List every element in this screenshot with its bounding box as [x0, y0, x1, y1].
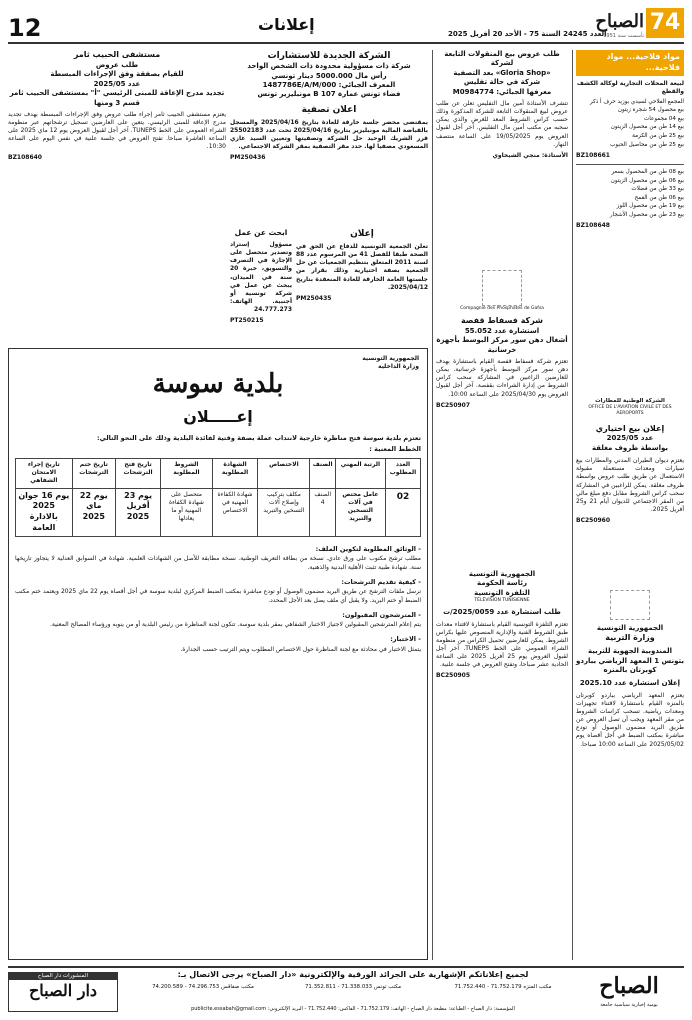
agri-list [576, 169, 684, 219]
sousse-ministry: وزارة الداخلية [377, 363, 419, 371]
jobseek-title: ابحث عن عمل [234, 228, 288, 237]
column-divider [432, 50, 433, 345]
education-number: إعلان استشارة عدد 2025.10 [579, 678, 681, 687]
column-jobseek [230, 228, 292, 325]
table-header: تاريخ ختم الترشحات [72, 459, 115, 488]
gloria-sub: «Gloria Shop» بعد التصفية [453, 68, 551, 77]
list-item: بيع 25 طن من الكرمة [632, 132, 684, 139]
education-republic: الجمهورية التونسية [596, 624, 664, 632]
footer-imprint: المؤسسة: دار الصباح - الطباعة: مطبعة دار الصباح - الهاتف: 71.752.179 - الفاكس: 71.752.440 - البريد الإلكتروني: publicite.essabah@gmail.com [191, 1006, 515, 1012]
column-divider [432, 345, 433, 960]
column-cpg [436, 270, 568, 410]
cpg-logo-text: Compagnie des Phosphates de Gafsa [460, 306, 544, 311]
page-header [8, 8, 684, 44]
assoc-title: إعلان [350, 229, 374, 239]
footer-logo-sub: يومية إخبارية سياسية جامعة [600, 1001, 658, 1008]
aviation-title: إعلان بيع اختياري [595, 423, 665, 433]
emblem-icon [610, 590, 650, 620]
cpg-number: استشارة عدد 55.052 [464, 326, 540, 335]
table-header-row [16, 459, 421, 488]
hospital-number: عدد 2025/05 [93, 79, 141, 88]
sousse-notice [8, 348, 428, 960]
company-sub: شركة ذات مسؤولية محدودة ذات الشخص الواحد [247, 62, 411, 71]
column-assoc [296, 228, 428, 303]
table-header: الشروط المطلوبة [161, 459, 213, 488]
positions-table [15, 458, 421, 536]
table-header: تاريخ إجراء الامتحان الشفاهي [16, 459, 73, 488]
table-cell: عامل مختص في آلات التسخين والتبريد [335, 488, 385, 536]
gloria-name: شركة في حالة تفليس [463, 78, 541, 87]
table-cell: يوم 23 أفريل 2025 [115, 488, 160, 536]
column-hospital [8, 50, 226, 163]
hospital-sub3: تجديد مدرج الإعاقة للمبنى الرئيسي "أ" بمستشفى الحبيب ثامر قسم 3 ومنها [9, 89, 225, 107]
issue-info: العدد 24245 السنة 75 - الأحد 20 أفريل 2025 [448, 30, 607, 38]
gloria-id: معرفها الجبائي: M0984774 [452, 87, 552, 96]
list-item: بيع 19 طن من محصول اللوز [616, 203, 684, 210]
sousse-intro2: الخطط المعنية : [369, 445, 421, 454]
ad-reference: BC250907 [436, 401, 471, 409]
list-item: بيع محصول 54 شجرة زيتون [617, 107, 684, 114]
footer-logo-dar[interactable] [8, 972, 118, 1012]
exam-text: يتمثل الاختبار في محادثة مع لجنة المناظرة حول الاختصاص المطلوب ويتم الترتيب حسب الجدارة. [180, 646, 421, 654]
gloria-title: طلب عروض بيع المنقولات التابعة لشركة [444, 50, 560, 68]
aviation-logo-text: الشركة الوطنية للمطارات [595, 398, 665, 404]
ad-reference: BC250905 [436, 672, 471, 680]
logo-word: الصباح [595, 11, 644, 32]
sousse-title: بلدية سوسة [152, 369, 284, 399]
tv-name: التلفزة التونسية [474, 588, 530, 597]
assoc-text: تعلن الجمعية التونسية للدفاع عن الحق في الصحة طبقا للفصل 41 من المرسوم عدد 88 لسنة 2011 المتعلق بتنظيم الجمعيات عن حل الجمعية بصفة اختيارية وذلك بقرار من جلستها العامة الخارقة للعادة المنعقدة بتاريخ 2025/04/12. [296, 243, 428, 291]
hospital-sub2: للقيام بصفقة وفق الإجراءات المبسطة [50, 70, 184, 79]
list-item: بيع 14 طن من محصول الزيتون [610, 124, 684, 131]
list-item: بيع 23 طن من محصول الأشجار [609, 211, 684, 218]
submission-heading: - كيفية تقديم الترشحات: [341, 577, 421, 586]
ad-reference: BC250960 [576, 516, 611, 524]
column-education [576, 590, 684, 749]
table-cell: يوم 16 جوان 2025 بالادارة العامة [16, 488, 73, 536]
footer-contact-heading: لجميع إعلاناتكم الإشهارية على الجرائد الورقية والإلكترونية «دار الصباح» يرجى الاتصال بـ: [177, 970, 529, 979]
submission-text: ترسل ملفات الترشح عن طريق البريد مضمون الوصول أو تودع مباشرة بمكتب الضبط المركزي لبلدية سوسة في أجل أقصاه يوم 22 ماي 2025 ويعتمد ختم مكتب الضبط أو ختم البريد. ولا يقبل أي ملف يصل بعد الأجل المحدد. [15, 588, 421, 604]
table-header: الرتبة المهني [335, 459, 385, 488]
hospital-sub: طلب عروض [95, 60, 139, 69]
table-cell: 02 [385, 488, 420, 536]
table-header: الشهادة المطلوبة [212, 459, 258, 488]
table-header: الصنف [310, 459, 335, 488]
cpg-text: تعتزم شركة فسفاط قفصة القيام باستشارة بهدف دهن سور مركز البوسط بأجهزة خرسانية. يمكن للعارضين الراغبين في المشاركة سحب كراس الشروط من إدارة الشراءات بقفصة. آخر أجل لقبول العروض يوم 2025/04/30 على الساعة 10:00. [436, 358, 568, 398]
ad-reference: PM250435 [296, 294, 332, 302]
aviation-subtitle: بواسطة ظروف مغلقة [591, 443, 669, 452]
tv-presidency: رئاسة الحكومة [477, 579, 527, 588]
list-item: المجمع الفلاحي لسيدي بوزيد حرف أ ذكر [589, 98, 684, 105]
cpg-title: شركة فسفاط قفصة [460, 316, 544, 326]
aviation-text: يعتزم ديوان الطيران المدني والمطارات بيع سيارات ومعدات مستعملة مقبولة الاستعمال عن طريق طلب عروض بواسطة ظروف مغلقة. يمكن للراغبين في المشاركة سحب كراس الشروط مقابل دفع مبلغ مالي من المقر الاجتماعي للديوان أيام 21 و25 أفريل 2025. [576, 457, 684, 513]
table-row [16, 488, 421, 536]
table-cell: متحصل على شهادة الكفاءة المهنية أو ما يعادلها [161, 488, 213, 536]
footer-offices [128, 984, 578, 991]
agri-list [576, 99, 684, 149]
column-company [230, 50, 428, 163]
footer-logo[interactable] [574, 972, 684, 1012]
company-title: الشركة الجديدة للاستشارات [267, 51, 391, 61]
page-number: 12 [8, 14, 42, 42]
logo-caption: تأسست سنة 1951 [603, 33, 644, 39]
company-capital: رأس مال 5000.000 دينار تونسي [271, 71, 387, 80]
ad-reference: PT250215 [230, 316, 264, 324]
footer-logo-dar-word: دار الصباح [28, 981, 98, 1001]
newspaper-logo[interactable] [580, 8, 684, 42]
list-item: بيع 33 طن من فضلات [631, 186, 684, 193]
sousse-header [362, 355, 419, 371]
agri-section-title: لبيعة المحلات التجارية لوكالة الكشف والقطع [576, 79, 684, 95]
column-tv [436, 570, 568, 680]
sousse-notice-word: إعـــــلان [183, 407, 253, 427]
divider [576, 164, 684, 165]
list-item: بيع 08 طن من المحصول بسعر [611, 169, 684, 176]
liquidation-notice: اعلان تصفية [301, 104, 357, 115]
aviation-logo-latin: OFFICE DE L'AVIATION CIVILE ET DES AEROPORTS [588, 405, 672, 417]
table-header: تاريخ فتح الترشحات [115, 459, 160, 488]
tv-republic: الجمهورية التونسية [468, 570, 536, 578]
table-cell: يوم 22 ماي 2025 [72, 488, 115, 536]
education-text: يعتزم المعهد الرياضي بباردو كوبرتان بالمنزه القيام باستشارة لاقتناء تجهيزات ومعدات رياضية. تسحب كراسات الشروط من مقر المعهد ويجب أن تصل العروض عن طريق البريد مضمون الوصول أو تودع مباشرة بمكتب الضبط في أجل أقصاه يوم 2025/05/02 على الساعة 10:00 صباحا. [576, 691, 684, 748]
office-menzah: مكتب المنزه 71.752.179 - 71.752.440 [454, 984, 552, 990]
tv-latin-name: TÉLÉVISION TUNISIENNE [474, 598, 530, 604]
office-tunis: مكتب تونس 71.338.033 - 71.352.811 [305, 984, 401, 990]
cpg-logo-icon [482, 270, 522, 306]
ad-reference: PM250436 [230, 154, 266, 162]
list-item: بيع 06 طن من القمح [634, 194, 684, 201]
office-sfax: مكتب صفاقس 74.296.753 - 74.200.589 [152, 984, 254, 990]
docs-text: مطلب ترشح مكتوب على ورق عادي. نسخة من بطاقة التعريف الوطنية. نسخة مطابقة للأصل من الشهادات العلمية. شهادة في السوابق العدلية لا يتجاوز تاريخها سنة. شهادة طبية تثبت الأهلية البدنية والذهنية. [15, 555, 421, 571]
page-footer [8, 966, 684, 1014]
aviation-number: عدد 2025/05 [606, 434, 654, 443]
logo-number: 74 [646, 8, 684, 38]
list-item: بيع 25 طن من محاصيل الحبوب [610, 141, 684, 148]
column-divider [572, 50, 573, 960]
hospital-title: مستشفى الحبيب ثامر [73, 50, 161, 59]
column-ads-2 [436, 50, 568, 160]
table-header: العدد المطلوب [385, 459, 420, 488]
education-title: المندوبية الجهوية للتربية بتونس 1 المعهد الرياضي بباردو كوبرتان بالمنزه [576, 647, 684, 675]
education-ministry: وزارة التربية [605, 633, 655, 643]
footer-logo-word: الصباح [599, 973, 659, 999]
ad-reference: BZ108661 [576, 152, 610, 160]
sousse-intro: تعتزم بلدية سوسة فتح مناظرة خارجية لانتداب عملة بصفة وقتية لفائدة البلدية وذلك على النحو التالي: [97, 433, 421, 442]
docs-heading: - الوثائق المطلوبة لتكوين الملف: [315, 544, 421, 553]
ad-reference: BZ108640 [8, 154, 42, 162]
cpg-subtitle: أشغال دهن سور مركز البوسط بأجهزة خرسانية [436, 336, 568, 354]
list-item: بيع 06 طن من محصول الزيتون [610, 177, 684, 184]
accepted-heading: - المترشحون المقبولون: [342, 610, 421, 619]
tv-text: تعتزم التلفزة التونسية القيام باستشارة لاقتناء معدات طبق الشروط الفنية والإدارية المنصوص عليها بكراس الشروط. يمكن للعارضين تحميل الكراس من منظومة الشراء العمومي على الخط TUNEPS. آخر أجل لقبول العروض يوم 25 أفريل 2025 على الساعة الحادية عشر صباحا، وتفتح العروض في جلسة علنية. [436, 620, 568, 669]
ad-reference: BZ108648 [576, 222, 610, 230]
table-cell: شهادة الكفاءة المهنية في الاختصاص [212, 488, 258, 536]
section-title: إعلانات [258, 15, 315, 34]
column-aviation [576, 398, 684, 525]
table-cell: الصنف 4 [310, 488, 335, 536]
liquidation-text: بمقتضى محضر جلسة خارقة للعادة بتاريخ 2025/04/16 والمسجل بالقباضة المالية مونبليزير بتاريخ 2025/04/16 تحت عدد 25502183 قرر الشريك الوحيد حل الشركة وتصفيتها وتعيين السيد غازي المسعودي مصفيا لها. حدد مقر التصفية بمقر الشركة الاجتماعي. [230, 119, 428, 151]
sousse-republic: الجمهورية التونسية [362, 355, 419, 362]
accepted-text: يتم إعلام المترشحين المقبولين لاجتياز الاختبار الشفاهي بمقر بلدية سوسة. تتكون لجنة المناظرة من رئيس البلدية أو من ينوبه ورؤساء المصالح المعنية. [50, 621, 421, 629]
tv-title: طلب استشارة عدد 2025/0059/ت [443, 608, 561, 617]
gloria-signature: الأستاذة: منجي الشيخاوي [492, 151, 568, 159]
footer-logo-dar-sub: المنشورات دار الصباح [9, 973, 117, 980]
agri-header: مواد فلاحية... مواد فلاحية... [576, 50, 684, 76]
company-address: فضاء تونس عمارة B 107 مونبليزير تونس [257, 90, 401, 99]
jobseek-text: مسؤول إستراد وتصدير متحصل على الإجازة في التصرف والتسويق، خبرة 20 سنة في الميدان، يبحث عن عمل في شركة تونسية أو أجنبية. الهاتف: 24.777.273 [230, 241, 292, 313]
company-id: المعرف الجبائي: 1487786E/A/M/000 [262, 81, 396, 90]
list-item: بيع 04 مجموعات [644, 115, 684, 122]
exam-heading: - الاختبار: [390, 635, 421, 644]
gloria-text: تتشرف الأستاذة أمين مال التفليس تعلن عن طلب عروض لبيع المنقولات التابعة للشركة المذكورة وذلك حسب كراس الشروط المعد للغرض والذي يمكن سحبه من مكتب أمين مال التفليس. آخر أجل لقبول العروض يوم 19/05/2025 على الساعة منتصف النهار. [436, 100, 568, 148]
hospital-text: يعتزم مستشفى الحبيب ثامر إجراء طلب عروض وفق الإجراءات المبسطة بهدف تجديد مدرج الإعاقة للمبنى الرئيسي. يتعين على العارضين تسجيل ترشحاتهم عبر منظومة الشراء العمومي على الخط TUNEPS. آخر أجل لقبول العروض يوم 12 ماي 2025 على الساعة العاشرة صباحا. تفتح العروض في جلسة علنية في نفس اليوم على الساعة 10:30. [8, 110, 226, 151]
table-header: الاختصاص [258, 459, 310, 488]
table-cell: مكلف بتركيب وإصلاح آلات التسخين والتبريد [258, 488, 310, 536]
